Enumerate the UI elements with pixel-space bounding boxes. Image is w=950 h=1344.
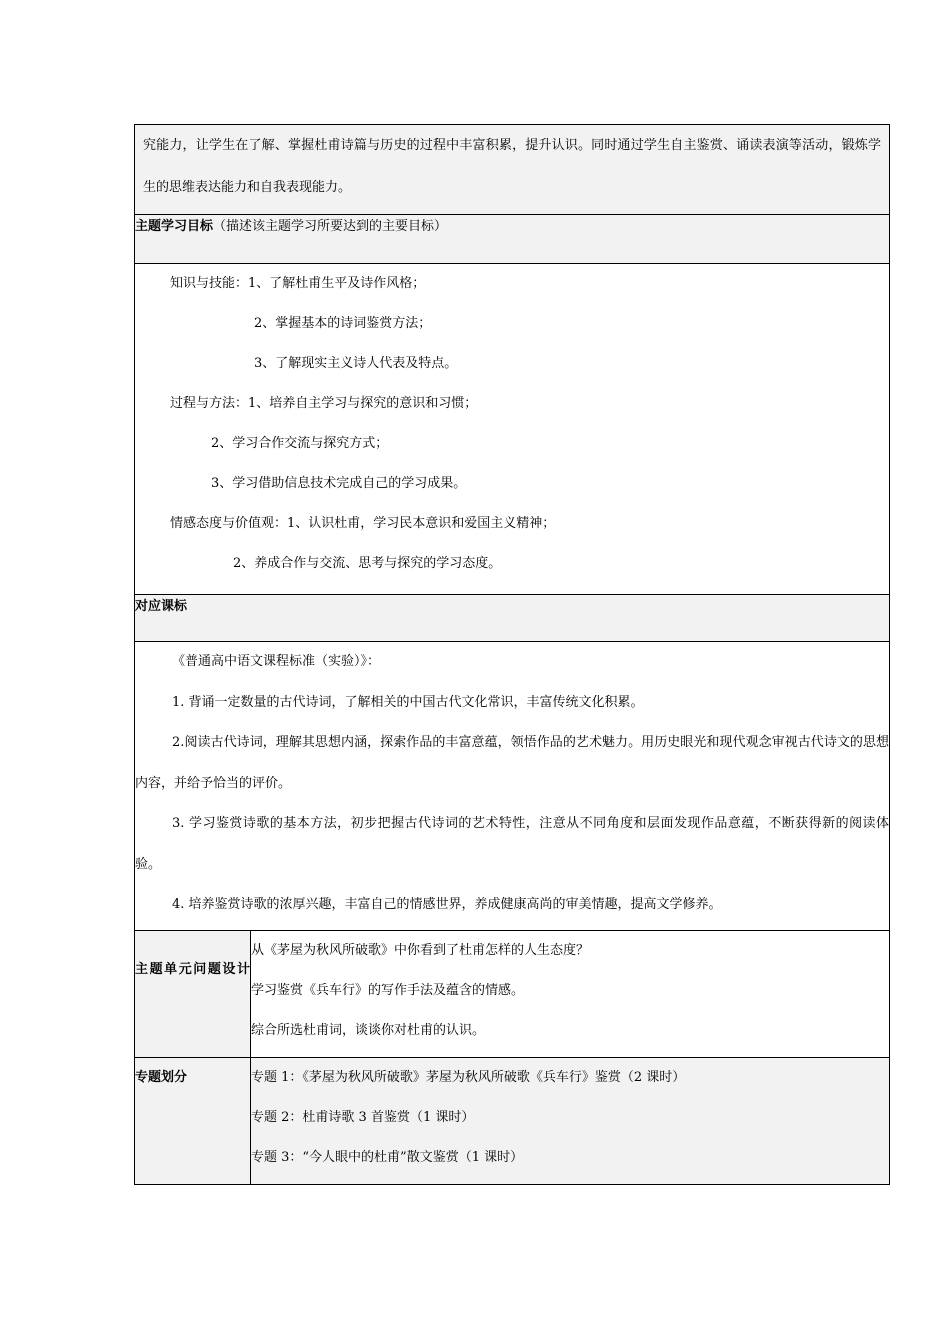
questions-label: 主题单元问题设计	[135, 962, 250, 977]
goals-header-desc: （描述该主题学习所要达到的主要目标）	[213, 219, 448, 234]
goal-line-knowledge-2: 2、掌握基本的诗词鉴赏方法；	[254, 316, 432, 331]
questions-body-cell	[251, 931, 890, 1058]
question-item-1: 从《茅屋为秋风所破歌》中你看到了杜甫怎样的人生态度？	[251, 943, 590, 958]
standards-source: 《普通高中语文课程标准（实验）》：	[172, 654, 381, 669]
standards-item-2: 2.阅读古代诗词，理解其思想内涵，探索作品的丰富意蕴，领悟作品的艺术魅力。用历史眼光和现代观念审视古代诗文的思想内容，并给予恰当的评价。	[135, 735, 890, 791]
topics-label-cell	[135, 1058, 251, 1185]
intro-cell	[135, 125, 890, 215]
goals-header-cell	[135, 215, 890, 264]
goals-header-title: 主题学习目标	[135, 219, 214, 234]
goal-line-emotion-1: 情感态度与价值观：1、认识杜甫，学习民本意识和爱国主义精神；	[170, 516, 556, 531]
lesson-plan-table	[134, 124, 890, 1185]
standards-item-4: 4. 培养鉴赏诗歌的浓厚兴趣，丰富自己的情感世界，养成健康高尚的审美情趣，提高文学修养。	[172, 897, 722, 912]
goals-body-cell	[135, 264, 890, 595]
topics-body-cell	[251, 1058, 890, 1185]
questions-label-cell	[135, 931, 251, 1058]
topics-label: 专题划分	[135, 1070, 188, 1085]
goal-line-knowledge-3: 3、了解现实主义诗人代表及特点。	[254, 356, 458, 371]
standards-header: 对应课标	[135, 599, 188, 614]
question-item-2: 学习鉴赏《兵车行》的写作手法及蕴含的情感。	[251, 983, 525, 998]
goal-line-process-3: 3、学习借助信息技术完成自己的学习成果。	[211, 476, 467, 491]
question-item-3: 综合所选杜甫词，谈谈你对杜甫的认识。	[251, 1023, 486, 1038]
goal-line-process-1: 过程与方法：1、培养自主学习与探究的意识和习惯；	[170, 396, 478, 411]
goal-line-emotion-2: 2、养成合作与交流、思考与探究的学习态度。	[233, 556, 502, 571]
intro-text: 究能力，让学生在了解、掌握杜甫诗篇与历史的过程中丰富积累，提升认识。同时通过学生自主鉴赏、诵读表演等活动，锻炼学生的思维表达能力和自我表现能力。	[143, 138, 882, 195]
goal-line-knowledge-1: 知识与技能：1、了解杜甫生平及诗作风格；	[170, 276, 426, 291]
standards-item-1: 1. 背诵一定数量的古代诗词，了解相关的中国古代文化常识，丰富传统文化积累。	[172, 694, 644, 710]
standards-header-cell	[135, 595, 890, 642]
standards-body-cell	[135, 642, 890, 931]
topic-item-2: 专题 2：杜甫诗歌 3 首鉴赏（1 课时）	[251, 1110, 475, 1125]
standards-item-3: 3. 学习鉴赏诗歌的基本方法，初步把握古代诗词的艺术特性，注意从不同角度和层面发现作品意蕴，不断获得新的阅读体验。	[135, 816, 890, 872]
topic-item-3: 专题 3：“今人眼中的杜甫”散文鉴赏（1 课时）	[251, 1150, 524, 1165]
topic-item-1: 专题 1：《茅屋为秋风所破歌》茅屋为秋风所破歌《兵车行》鉴赏（2 课时）	[251, 1070, 686, 1085]
goal-line-process-2: 2、学习合作交流与探究方式；	[211, 436, 389, 451]
